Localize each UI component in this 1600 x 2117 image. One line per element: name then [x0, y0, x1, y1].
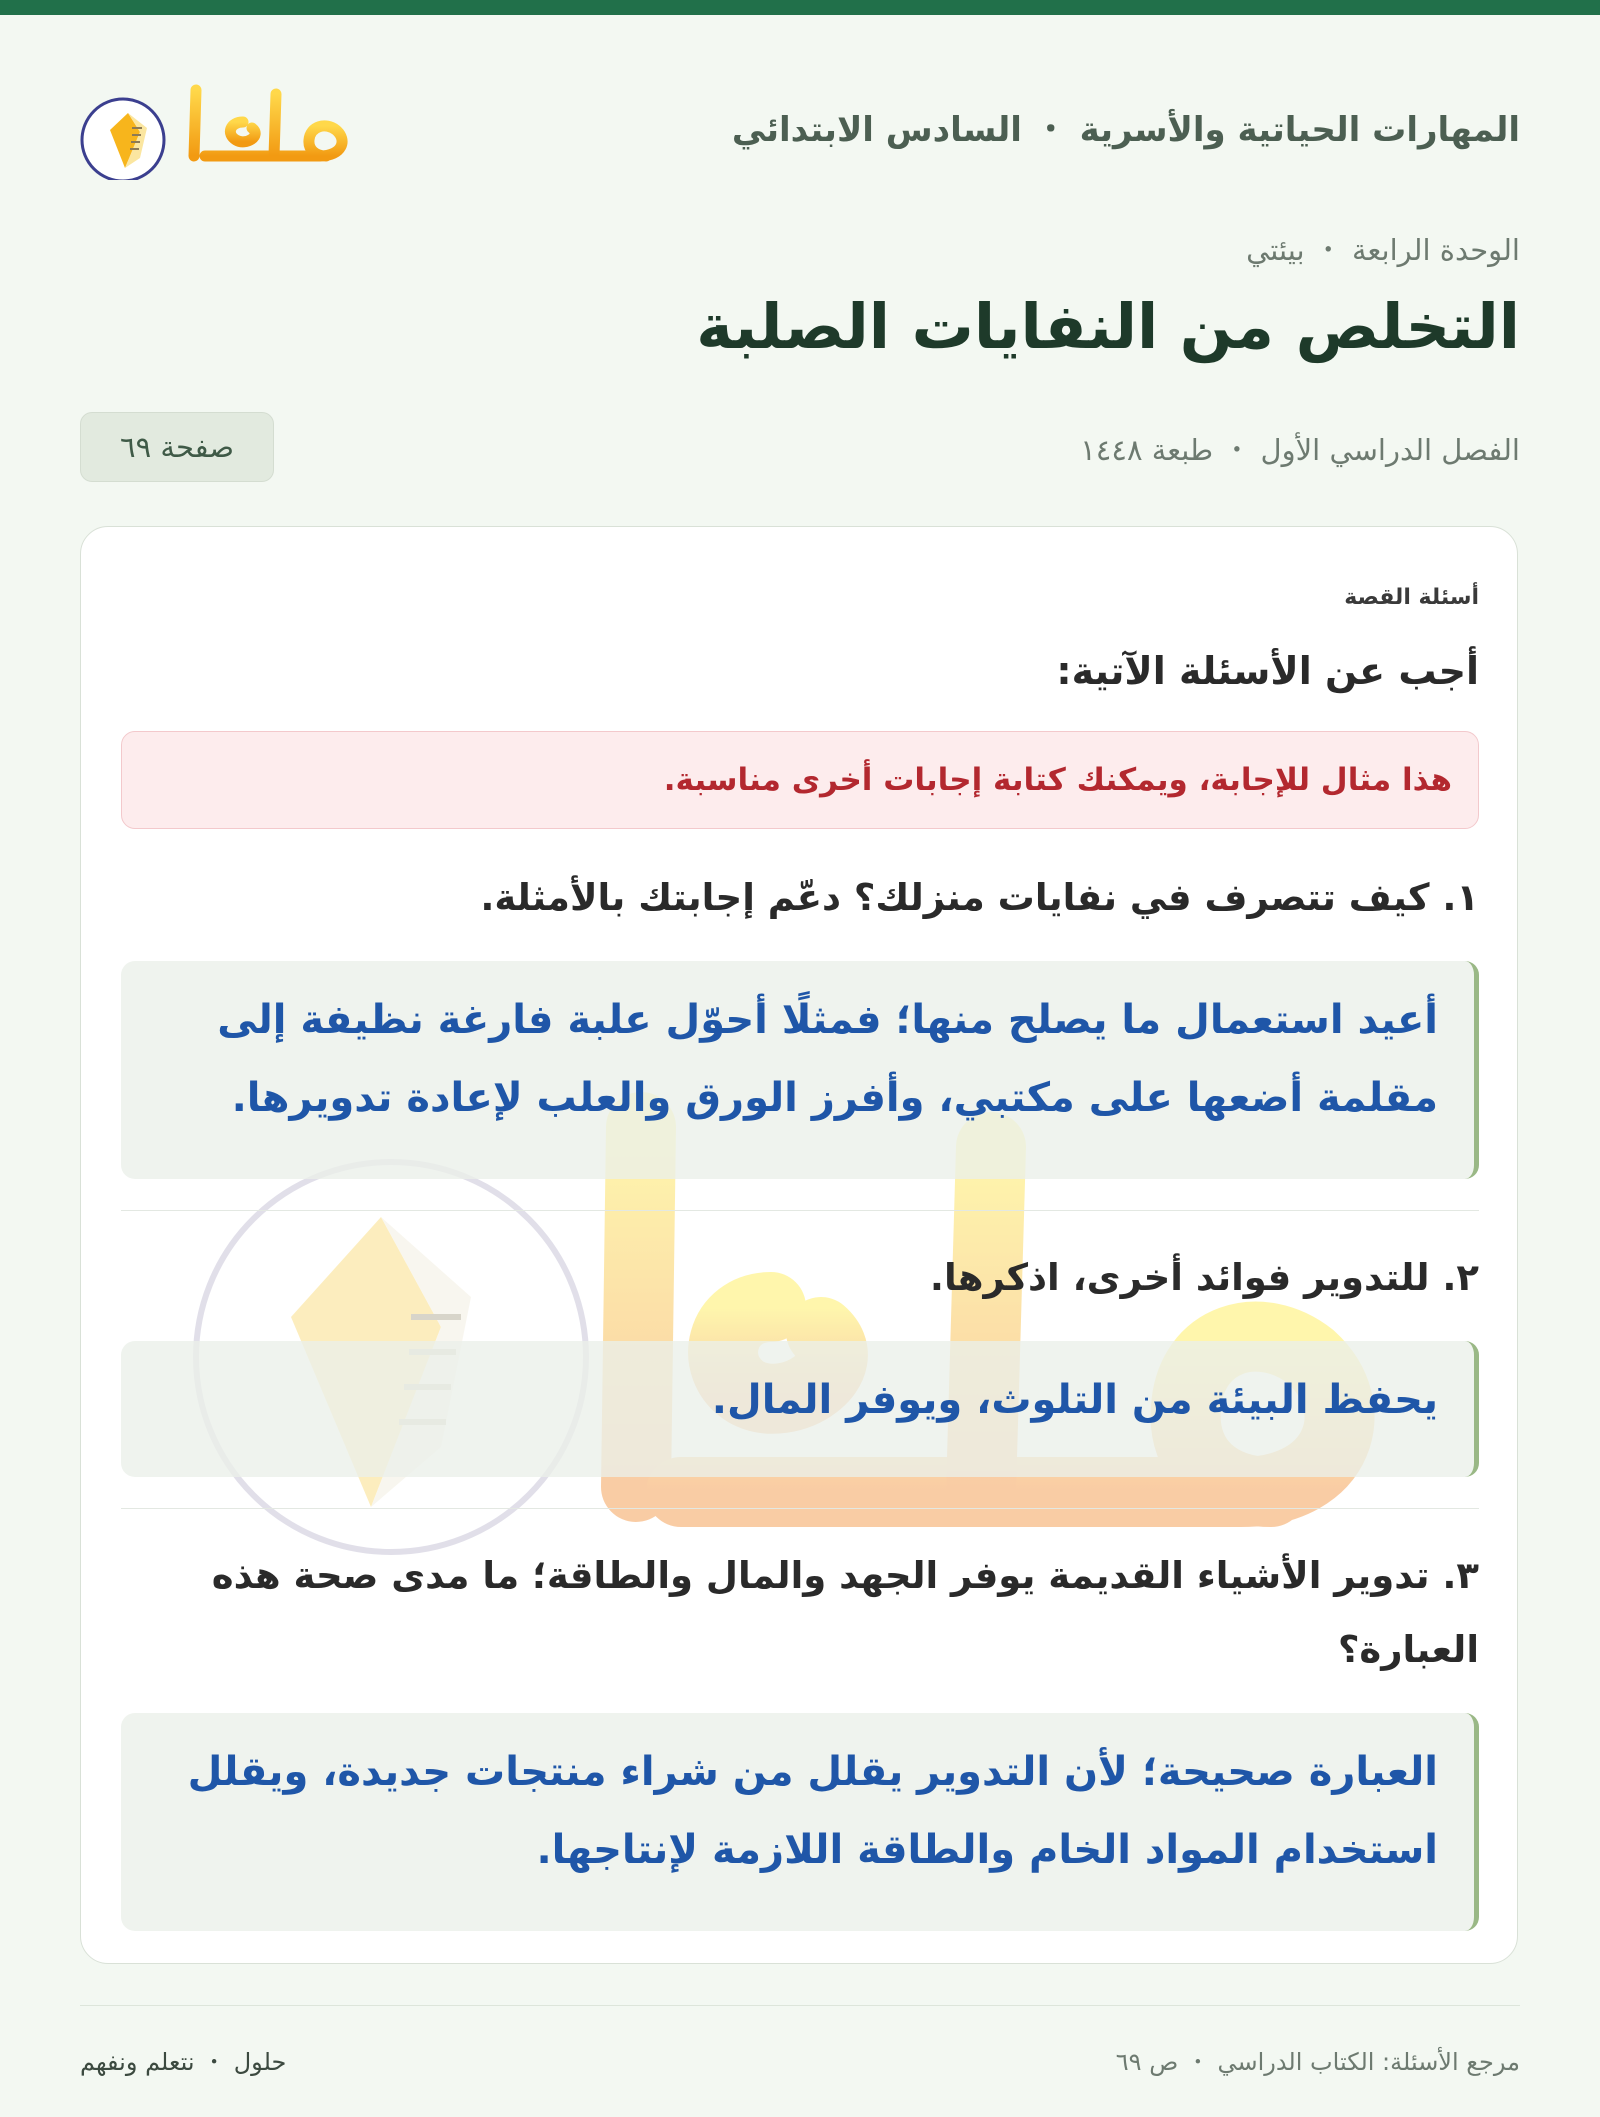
- divider: [121, 1508, 1479, 1509]
- answer-2: يحفظ البيئة من التلوث، ويوفر المال.: [121, 1341, 1479, 1477]
- unit-label: الوحدة الرابعة ・ بيئتي: [1246, 233, 1520, 267]
- note-text: هذا مثال للإجابة، ويمكنك كتابة إجابات أخرى مناسبة.: [663, 762, 1452, 798]
- header: [80, 60, 1520, 195]
- semester-edition-label: الفصل الدراسي الأول ・ طبعة ١٤٤٨: [1080, 433, 1520, 467]
- section-label: أسئلة القصة: [1344, 585, 1479, 610]
- hulul-logo[interactable]: [80, 70, 360, 180]
- top-accent-bar: [0, 0, 1600, 15]
- page-title: التخلص من النفايات الصلبة: [696, 290, 1520, 363]
- footer-divider: [80, 2005, 1520, 2006]
- question-3: ٣. تدوير الأشياء القديمة يوفر الجهد والمال والطاقة؛ ما مدى صحة هذه العبارة؟: [211, 1554, 1479, 1671]
- question-1: ١. كيف تتصرف في نفايات منزلك؟ دعّم إجابتك بالأمثلة.: [480, 876, 1479, 919]
- answer-1: أعيد استعمال ما يصلح منها؛ فمثلًا أحوّل علبة فارغة نظيفة إلى مقلمة أضعها على مكتبي، وأفرز الورق والعلب لإعادة تدويرها.: [121, 961, 1479, 1179]
- example-answer-note: [121, 731, 1479, 829]
- questions-card: [80, 526, 1518, 1964]
- footer-brand: حلول ・ نتعلم ونفهم: [80, 2048, 287, 2076]
- footer-reference: مرجع الأسئلة: الكتاب الدراسي ・ ص ٦٩: [1115, 2048, 1520, 2076]
- question-2: ٢. للتدوير فوائد أخرى، اذكرها.: [929, 1256, 1479, 1299]
- answer-3: العبارة صحيحة؛ لأن التدوير يقلل من شراء منتجات جديدة، ويقلل استخدام المواد الخام والطاقة اللازمة لإنتاجها.: [121, 1713, 1479, 1931]
- instruction-text: أجب عن الأسئلة الآتية:: [1056, 649, 1479, 693]
- subject-grade-label: المهارات الحياتية والأسرية ・ السادس الابتدائي: [731, 110, 1520, 150]
- page-number-badge: صفحة ٦٩: [80, 412, 274, 482]
- svg-text:حلول: حلول: [233, 172, 240, 176]
- divider: [121, 1210, 1479, 1211]
